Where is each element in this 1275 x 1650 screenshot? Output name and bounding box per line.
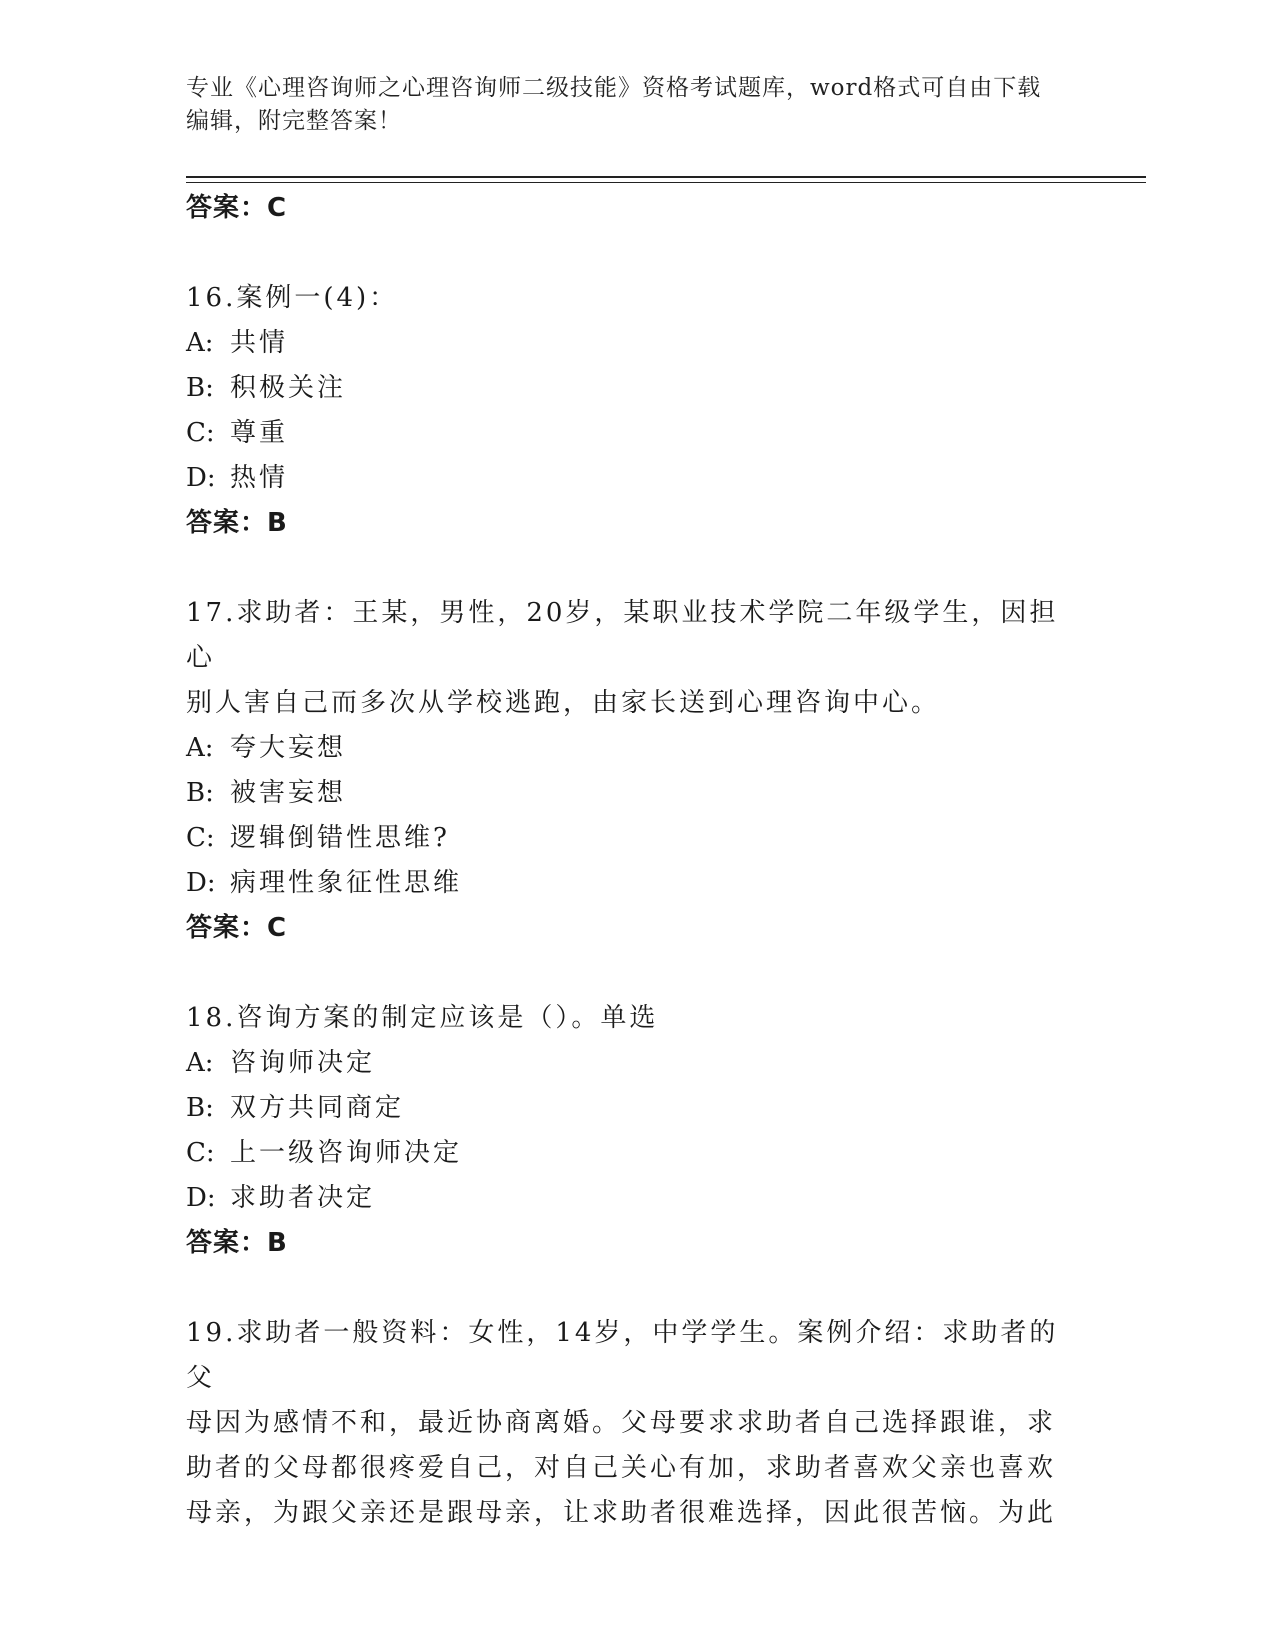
option-letter: C:: [186, 823, 215, 853]
question-stem: 17.求助者：王某，男性，20岁，某职业技术学院二年级学生，因担心: [186, 598, 1059, 673]
header-divider-thin: [186, 182, 1146, 183]
option-letter: B:: [186, 1093, 214, 1123]
header-divider-thick: [186, 176, 1146, 178]
question-17: [186, 591, 1086, 951]
option-text: 积极关注: [230, 373, 347, 403]
option-a: [186, 726, 1086, 771]
option-text: 求助者决定: [230, 1183, 376, 1213]
option-text: 上一级咨询师决定: [230, 1138, 463, 1168]
option-text: 逻辑倒错性思维?: [230, 823, 450, 853]
option-text: 热情: [230, 463, 289, 493]
option-text: 共情: [230, 328, 289, 358]
option-text: 夸大妄想: [230, 733, 347, 763]
answer-line: 答案：C: [186, 193, 288, 223]
answer-line: 答案：C: [186, 913, 288, 943]
question-stem: 母因为感情不和，最近协商离婚。父母要求求助者自己选择跟谁，求: [186, 1408, 1057, 1438]
option-d: [186, 861, 1086, 906]
option-c: [186, 816, 1086, 861]
question-19: [186, 1311, 1086, 1536]
option-letter: A:: [186, 328, 214, 358]
option-b: [186, 366, 1086, 411]
question-stem: 助者的父母都很疼爱自己，对自己关心有加，求助者喜欢父亲也喜欢: [186, 1453, 1057, 1483]
question-stem: 19.求助者一般资料：女性，14岁，中学学生。案例介绍：求助者的父: [186, 1318, 1059, 1393]
answer-line: 答案：B: [186, 508, 288, 538]
option-letter: D:: [186, 1183, 216, 1213]
option-letter: B:: [186, 373, 214, 403]
option-text: 双方共同商定: [230, 1093, 405, 1123]
question-stem: 母亲，为跟父亲还是跟母亲，让求助者很难选择，因此很苦恼。为此: [186, 1498, 1057, 1528]
option-letter: C:: [186, 1138, 215, 1168]
question-16: [186, 276, 1086, 546]
option-letter: C:: [186, 418, 215, 448]
option-b: [186, 771, 1086, 816]
option-text: 尊重: [230, 418, 289, 448]
option-d: [186, 1176, 1086, 1221]
option-text: 病理性象征性思维: [230, 868, 463, 898]
option-c: [186, 411, 1086, 456]
question-stem: 别人害自己而多次从学校逃跑，由家长送到心理咨询中心。: [186, 688, 941, 718]
option-letter: D:: [186, 463, 216, 493]
option-letter: B:: [186, 778, 214, 808]
document-header: [186, 72, 1086, 138]
option-b: [186, 1086, 1086, 1131]
option-letter: D:: [186, 868, 216, 898]
option-a: [186, 1041, 1086, 1086]
question-stem: 16.案例一(4)：: [186, 283, 399, 313]
question-list: [186, 186, 1086, 1536]
question-stem: 18.咨询方案的制定应该是（）。单选: [186, 1003, 659, 1033]
option-d: [186, 456, 1086, 501]
option-letter: A:: [186, 733, 214, 763]
option-text: 咨询师决定: [230, 1048, 376, 1078]
header-line-1: 专业《心理咨询师之心理咨询师二级技能》资格考试题库，word格式可自由下载: [186, 75, 1042, 101]
answer-line: 答案：B: [186, 1228, 288, 1258]
question-18: [186, 996, 1086, 1266]
option-a: [186, 321, 1086, 366]
header-line-2: 编辑，附完整答案！: [186, 108, 402, 134]
option-text: 被害妄想: [230, 778, 347, 808]
option-c: [186, 1131, 1086, 1176]
option-letter: A:: [186, 1048, 214, 1078]
